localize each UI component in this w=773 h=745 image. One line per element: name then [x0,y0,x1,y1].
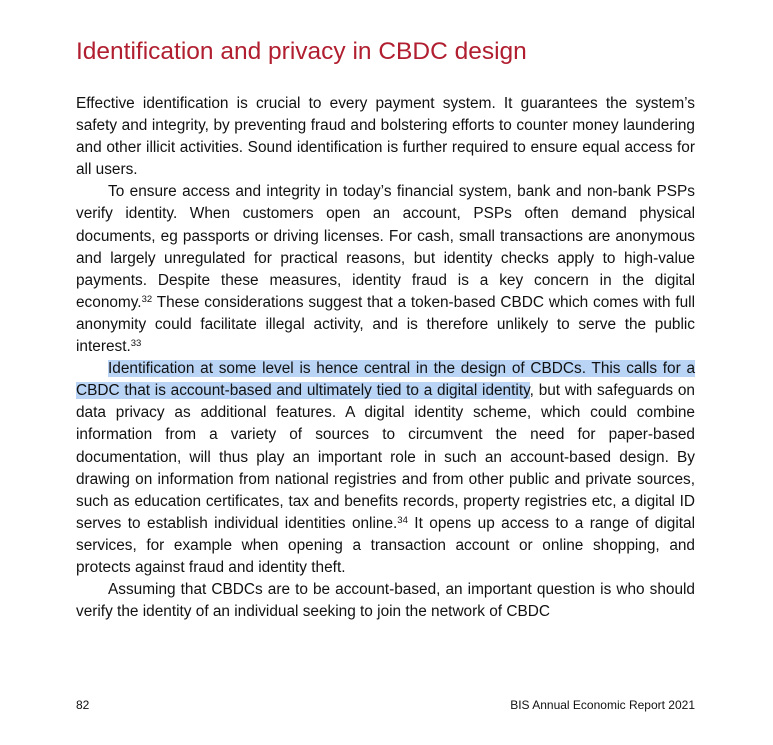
paragraph-1[interactable]: Effective identification is crucial to every payment system. It guarantees the system’s safety and integrity, by preventing fraud and bolstering efforts to counter money laundering and other illicit activities. Sound identification is further required to ensure equal access for all users. [76,95,695,179]
paragraph-3[interactable] [76,358,695,579]
footnote-ref-32: 32 [141,293,153,305]
paragraph-3-text-b: It opens up access to a range of digital services, for example when opening a transaction account or online shopping, and protects against fraud and identity theft. [76,514,695,576]
publication-name: BIS Annual Economic Report 2021 [510,698,695,712]
paragraph-4[interactable]: Assuming that CBDCs are to be account-based, an important question is who should verify the identity of an individual seeking to join the network of CBDC [76,581,695,621]
page-number: 82 [76,698,90,712]
text-selection-highlight[interactable]: Identification at some level is hence central in the design of CBDCs. This calls for a CBDC that is account-based and ultimately tied to a digital identity [76,360,695,400]
body-text [76,93,695,623]
footnote-ref-34: 34 [397,514,408,526]
paragraph-2[interactable] [76,181,695,358]
footnote-ref-33: 33 [130,338,142,350]
section-title: Identification and privacy in CBDC design [76,38,527,65]
paragraph-2-text-a: To ensure access and integrity in today’s financial system, bank and non-bank PSPs verify identity. When customers open an account, PSPs often demand physical documents, eg passports or driving licenses. For cash, small transactions are anonymous and largely unregulated for practical reasons, but identity checks apply to high-value payments. Despite these measures, identity fraud is a key concern in the digital economy. [76,183,695,311]
paragraph-2-text-b: These considerations suggest that a token-based CBDC which comes with full anonymity could facilitate illegal activity, and is therefore unlikely to serve the public interest. [76,293,695,356]
paragraph-3-text-a: , but with safeguards on data privacy as additional features. A digital identity scheme, which could combine information from a variety of sources to circumvent the need for paper-based documentation, will thus play an important role in such an account-based design. By drawing on information from national registries and from other public and private sources, such as education certificates, tax and benefits records, property registries etc, a digital ID serves to establish individual identities online. [76,382,695,532]
